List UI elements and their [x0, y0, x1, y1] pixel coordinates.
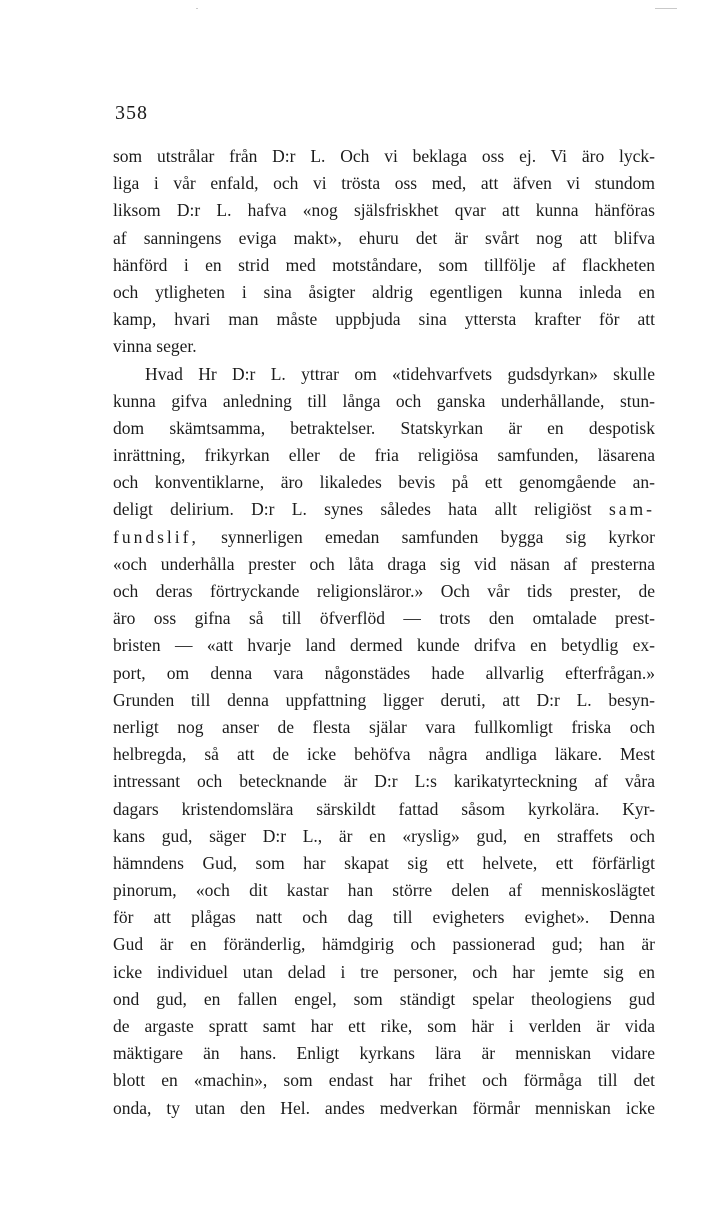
text-line: ond gud, en fallen engel, som ständigt spelar theologiens gud [113, 988, 655, 1009]
text-fragment: deligt delirium. D:r L. synes således hata allt religiöst [113, 499, 592, 520]
text-line: mäktigare än hans. Enligt kyrkans lära är menniskan vidare [113, 1043, 655, 1064]
text-line: liga i vår enfald, och vi trösta oss med, att äfven vi stundom [113, 173, 655, 194]
scan-mark [196, 8, 198, 9]
text-line: dom skämtsamma, betraktelser. Statskyrkan är en despotisk [113, 417, 655, 438]
spaced-word: fundslif, [113, 526, 199, 547]
text-fragment: synnerligen emedan samfunden bygga sig kyrkor [221, 526, 655, 547]
text-line: hämndens Gud, som har skapat sig ett helvete, ett förfärligt [113, 852, 655, 873]
text-line: blott en «machin», som endast har frihet och förmåga till det [113, 1070, 655, 1091]
text-line: nerligt nog anser de flesta själar vara fullkomligt friska och [113, 716, 655, 737]
scan-mark [655, 8, 677, 9]
text-line: dagars kristendomslära särskildt fattad såsom kyrkolära. Kyr- [113, 798, 655, 819]
text-line: och ytligheten i sina åsigter aldrig egentligen kunna inleda en [113, 281, 655, 302]
text-line: pinorum, «och dit kastar han större delen af menniskoslägtet [113, 880, 655, 901]
text-line: och konventiklarne, äro likaledes bevis på ett genomgående an- [113, 472, 655, 493]
text-line: äro oss gifna så till öfverflöd — trots den omtalade prest- [113, 608, 655, 629]
text-line: onda, ty utan den Hel. andes medverkan förmår menniskan icke [113, 1097, 655, 1118]
text-line: de argaste spratt samt har ett rike, som här i verlden är vida [113, 1016, 655, 1036]
spaced-word: sam- [608, 499, 655, 520]
text-line: Hvad Hr D:r L. yttrar om «tidehvarfvets gudsdyrkan» skulle [145, 363, 655, 384]
text-line: icke individuel utan delad i tre personer, och har jemte sig en [113, 961, 655, 982]
text-line: af sanningens eviga makt», ehuru det är svårt nog att blifva [113, 227, 655, 248]
text-line: som utstrålar från D:r L. Och vi beklaga oss ej. Vi äro lyck- [113, 146, 655, 166]
text-line: Grunden till denna uppfattning ligger deruti, att D:r L. besyn- [113, 689, 655, 710]
page-number: 358 [115, 102, 148, 124]
text-line: Gud är en föränderlig, hämdgirig och passionerad gud; han är [113, 934, 655, 955]
text-line [113, 496, 655, 523]
text-line: kamp, hvari man måste uppbjuda sina yttersta krafter för att [113, 309, 655, 330]
text-line: vinna seger. [113, 336, 197, 357]
text-line: «och underhålla prester och låta draga sig vid näsan af presterna [113, 553, 655, 574]
text-line: och deras förtryckande religionsläror.» Och vår tids prester, de [113, 581, 655, 601]
text-line: liksom D:r L. hafva «nog själsfriskhet qvar att kunna hänföras [113, 200, 655, 221]
text-line: kunna gifva anledning till långa och ganska underhållande, stun- [113, 390, 655, 411]
text-line [113, 524, 655, 551]
text-line: inrättning, frikyrkan eller de fria religiösa samfunden, läsarena [113, 445, 655, 466]
text-line: kans gud, säger D:r L., är en «ryslig» gud, en straffets och [113, 825, 655, 846]
text-line: bristen — «att hvarje land dermed kunde drifva en betydlig ex- [113, 635, 655, 656]
text-line: för att plågas natt och dag till evigheters evighet». Denna [113, 907, 655, 928]
body-text [113, 143, 655, 1122]
text-line: intressant och betecknande är D:r L:s karikatyrteckning af våra [113, 771, 655, 792]
text-line: helbregda, så att de icke behöfva några andliga läkare. Mest [113, 744, 655, 765]
text-line: hänförd i en strid med motståndare, som tillfölje af flackheten [113, 254, 655, 275]
text-line: port, om denna vara någonstädes hade allvarlig efterfrågan.» [113, 662, 655, 683]
